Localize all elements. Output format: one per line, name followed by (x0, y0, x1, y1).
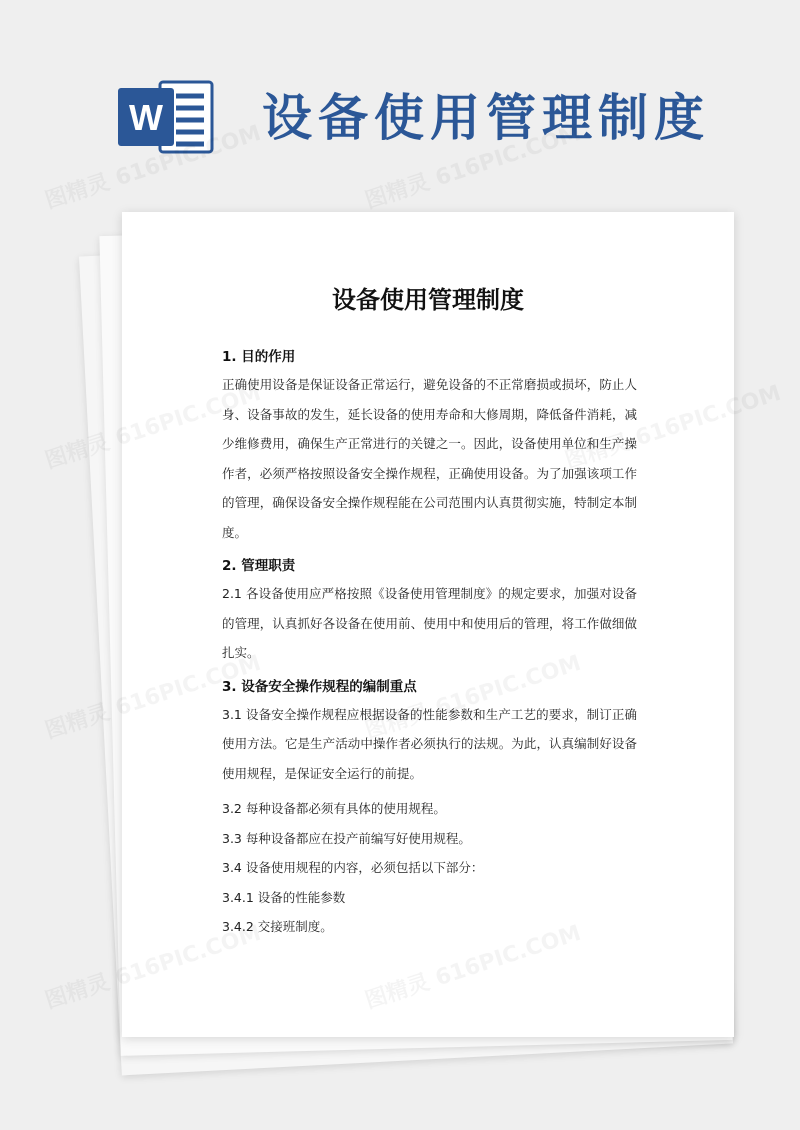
list-item: 3.4 设备使用规程的内容，必须包括以下部分： (222, 860, 484, 875)
document-body (222, 344, 637, 942)
banner-title: 设备使用管理制度 (262, 89, 710, 147)
section-heading: 3. 设备安全操作规程的编制重点 (222, 678, 417, 695)
section-heading: 2. 管理职责 (222, 558, 296, 574)
list-item: 3.4.2 交接班制度。 (222, 919, 333, 934)
list-item: 3.3 每种设备都应在投产前编写好使用规程。 (222, 830, 471, 846)
document-title: 设备使用管理制度 (332, 286, 524, 314)
section-paragraph: 2.1 各设备使用应严格按照《设备使用管理制度》的规定要求，加强对设备的管理，认真抓好各设备在使用前、使用中和使用后的管理，将工作做细做扎实。 (222, 586, 637, 660)
section-paragraph: 正确使用设备是保证设备正常运行，避免设备的不正常磨损或损坏，防止人身、设备事故的发生，延长设备的使用寿命和大修周期，降低备件消耗，减少维修费用，确保生产正常进行的关键之一。因此，设备使用单位和生产操作者，必须严格按照设备安全操作规程，正确使用设备。为了加强该项工作的管理，确保设备安全操作规程能在公司范围内认真贯彻实施，特制定本制度。 (222, 377, 637, 540)
document-page (122, 212, 734, 1037)
section-heading: 1. 目的作用 (222, 349, 296, 365)
word-logo-letter: W (129, 97, 163, 138)
section-paragraph: 3.1 设备安全操作规程应根据设备的性能参数和生产工艺的要求，制订正确使用方法。它是生产活动中操作者必须执行的法规。为此，认真编制好设备使用规程，是保证安全运行的前提。 (222, 706, 637, 781)
list-item: 3.4.1 设备的性能参数 (222, 889, 346, 905)
list-item: 3.2 每种设备都必须有具体的使用规程。 (222, 801, 446, 816)
word-logo-icon (118, 78, 214, 156)
